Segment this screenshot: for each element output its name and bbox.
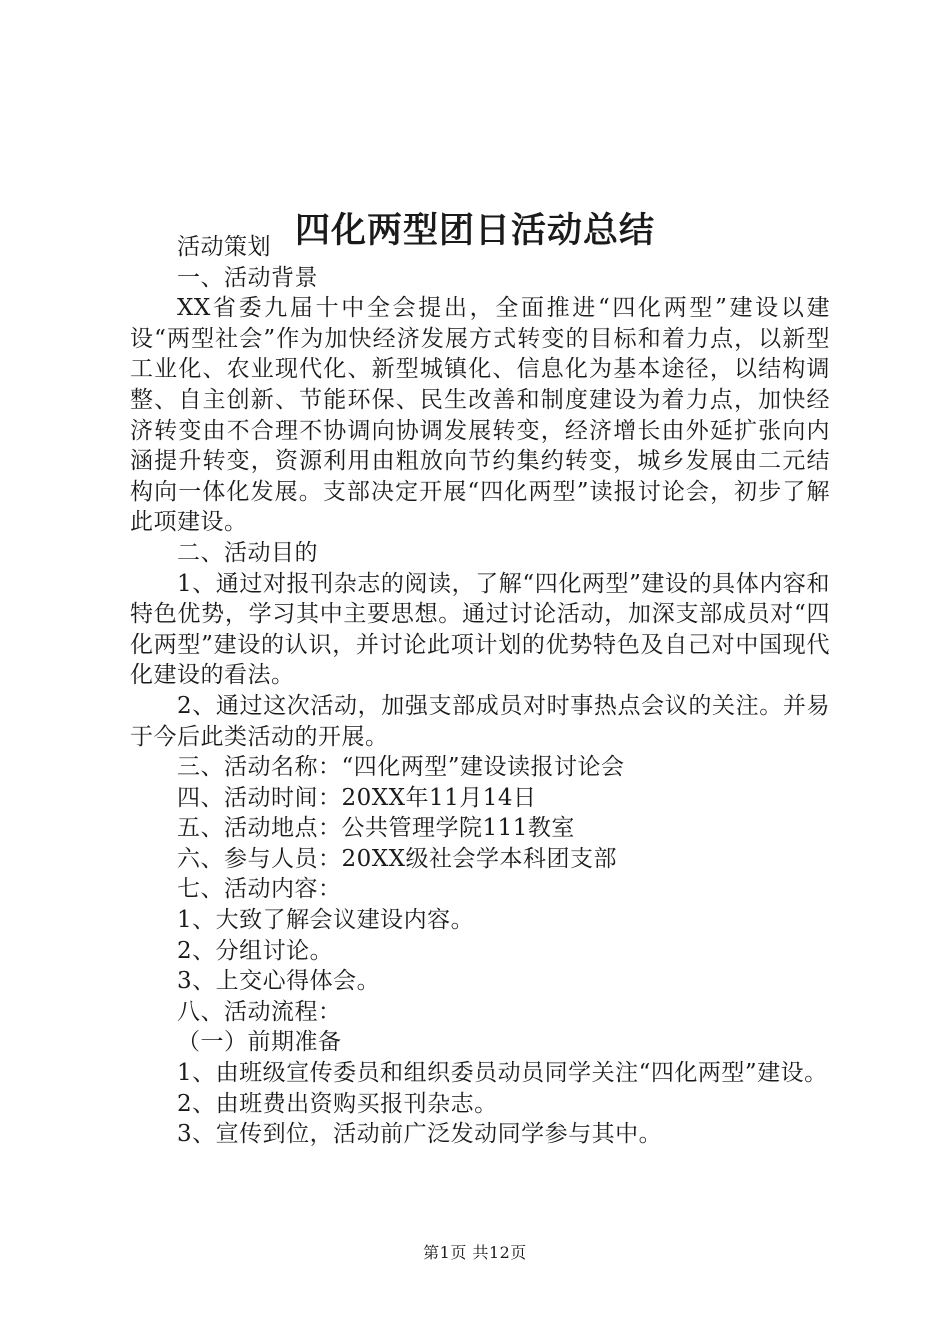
paragraph: 1、通过对报刊杂志的阅读，了解“四化两型”建设的具体内容和特色优势，学习其中主要思想。通过讨论活动，加深支部成员对“四化两型”建设的认识，并讨论此项计划的优势特色及自己对中国现代化建设的看法。 bbox=[130, 570, 830, 689]
list-item: 1、由班级宣传委员和组织委员动员同学关注“四化两型”建设。 bbox=[177, 1060, 828, 1087]
section-heading: 二、活动目的 bbox=[177, 539, 318, 566]
section-heading: 三、活动名称：“四化两型”建设读报讨论会 bbox=[177, 754, 625, 781]
subsection-heading: （一）前期准备 bbox=[177, 1029, 342, 1056]
list-item: 3、宣传到位，活动前广泛发动同学参与其中。 bbox=[177, 1121, 663, 1148]
list-item: 3、上交心得体会。 bbox=[177, 968, 381, 995]
paragraph: 活动策划 bbox=[177, 234, 271, 260]
section-heading: 五、活动地点：公共管理学院111教室 bbox=[177, 815, 575, 842]
section-heading: 一、活动背景 bbox=[177, 264, 318, 291]
section-heading: 六、参与人员：20XX级社会学本科团支部 bbox=[177, 845, 618, 872]
list-item: 2、分组讨论。 bbox=[177, 937, 334, 964]
paragraph: XX省委九届十中全会提出，全面推进“四化两型”建设以建设“两型社会”作为加快经济发展方式转变的目标和着力点，以新型工业化、农业现代化、新型城镇化、信息化为基本途径，以结构调整、自主创新、节能环保、民生改善和制度建设为着力点，加快经济转变由不合理不协调向协调发展转变，经济增长由外延扩张向内涵提升转变，资源利用由粗放向节约集约转变，城乡发展由二元结构向一体化发展。支部决定开展“四化两型”读报讨论会，初步了解此项建设。 bbox=[130, 295, 830, 536]
section-heading: 四、活动时间：20XX年11月14日 bbox=[177, 784, 537, 811]
document-title: 四化两型团日活动总结 bbox=[294, 210, 655, 252]
section-heading: 八、活动流程： bbox=[177, 998, 342, 1025]
list-item: 1、大致了解会议建设内容。 bbox=[177, 907, 475, 934]
section-heading: 七、活动内容： bbox=[177, 876, 342, 903]
list-item: 2、由班费出资购买报刊杂志。 bbox=[177, 1090, 498, 1117]
document-body bbox=[130, 232, 830, 1150]
page-footer: 第1页 共12页 bbox=[423, 1243, 527, 1262]
paragraph: 2、通过这次活动，加强支部成员对时事热点会议的关注。并易于今后此类活动的开展。 bbox=[130, 692, 830, 750]
